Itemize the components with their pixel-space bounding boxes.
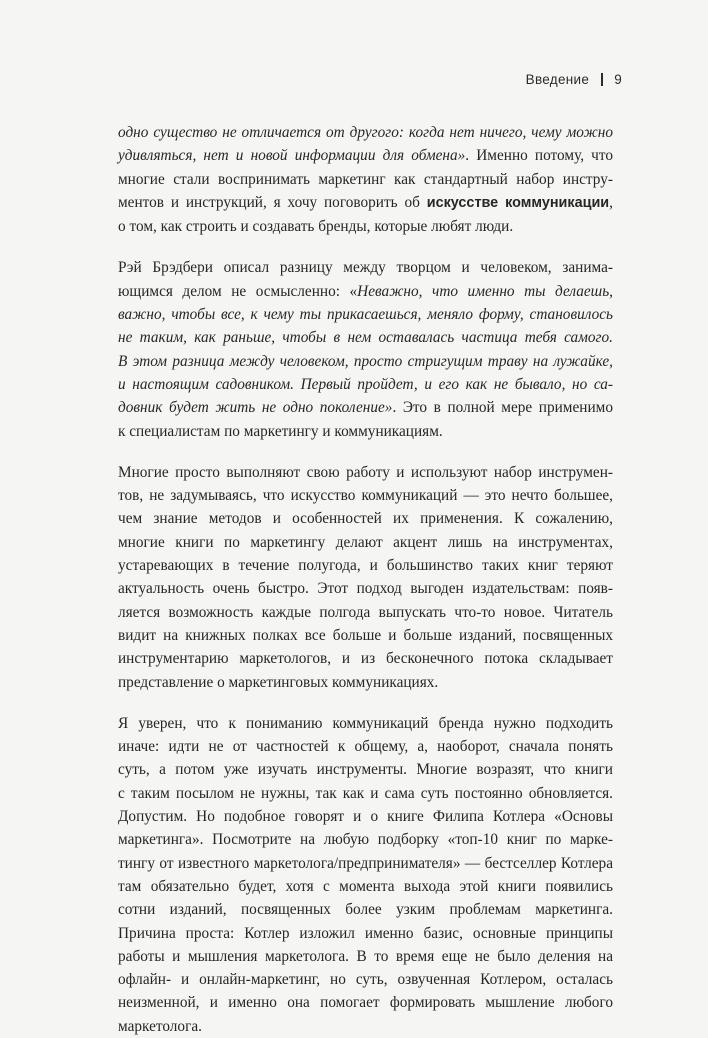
italic-quote: В этом разница между человеком, просто стригущим траву на лужайке, [118, 352, 613, 370]
text-line [118, 805, 613, 828]
text-line [118, 303, 613, 326]
text-run: работы и мышления маркетолога. В то время еще не было деления на [118, 947, 613, 965]
text-run: устаревающих в течение полугода, и большинство таких книг теряют [118, 557, 613, 575]
italic-quote: и настоящим садовником. Первый пройдет, и его как не бывало, но са- [118, 375, 613, 393]
text-run: Я уверен, что к пониманию коммуникаций бренда нужно подходить [118, 714, 613, 732]
text-run: представление о маркетинговых коммуникациях. [118, 673, 439, 691]
paragraph-gap [118, 238, 613, 256]
paragraph [118, 712, 613, 1038]
text-run: маркетинга». Посмотрите на любую подборку «топ-10 книг по марке- [118, 831, 613, 849]
text-run: многие стали воспринимать маркетинг как стандартный набор инстру- [118, 170, 613, 188]
section-title: Введение [525, 72, 590, 87]
text-run: видит на книжных полках все больше и больше изданий, посвященных [118, 626, 613, 644]
text-run: , [609, 193, 613, 211]
text-line [118, 712, 613, 735]
text-run: тингу от известного маркетолога/предпринимателя» — бестселлер Котлера [118, 854, 613, 872]
text-line [118, 215, 613, 238]
bold-term: искусстве коммуникации [426, 194, 610, 211]
text-run: о том, как строить и создавать бренды, которые любят люди. [118, 218, 514, 236]
text-run: Допустим. Но подобное говорят и о книге Филипа Котлера «Основы [118, 808, 613, 826]
text-run: Рэй Брэдбери описал разницу между творцом и человеком, занима- [118, 259, 613, 277]
italic-quote: Неважно, что именно ты делаешь, [357, 282, 614, 300]
text-run: . Именно потому, что [465, 147, 613, 165]
text-line [118, 875, 613, 898]
paragraph [118, 256, 613, 442]
text-line [118, 121, 613, 144]
italic-quote: удивляться, нет и новой информации для обмена» [118, 147, 466, 165]
text-run: ляется возможность каждые полгода выпускать что-то новое. Читатель [118, 603, 613, 621]
paragraph-gap [118, 443, 613, 461]
text-run: маркетолога. [118, 1017, 202, 1035]
text-line [118, 852, 613, 875]
text-line [118, 647, 613, 670]
text-line [118, 991, 613, 1014]
text-run: актуальность очень быстро. Этот подход выгоден издательствам: появ- [118, 580, 613, 598]
text-run: суть, а потом уже изучать инструменты. Многие возразят, что книги [118, 761, 613, 779]
text-line [118, 373, 613, 396]
text-line [118, 624, 613, 647]
text-line [118, 554, 613, 577]
text-run: ющимся делом не осмысленно: « [118, 282, 358, 300]
text-line [118, 671, 613, 694]
text-line [118, 256, 613, 279]
text-line [118, 968, 613, 991]
text-line [118, 1015, 613, 1038]
text-line [118, 758, 613, 781]
text-line [118, 577, 613, 600]
text-line [118, 531, 613, 554]
text-line [118, 461, 613, 484]
text-line [118, 396, 613, 419]
text-run: . Это в полной мере применимо [392, 399, 613, 417]
text-line [118, 735, 613, 758]
text-line [118, 898, 613, 921]
text-run: тов, не задумываясь, что искусство коммуникаций — это нечто большее, [118, 487, 613, 505]
text-run: ментов и инструкций, я хочу поговорить об [118, 193, 427, 211]
text-line [118, 601, 613, 624]
text-run: инструментарию маркетологов, и из бесконечного потока складывает [118, 650, 613, 668]
text-run: чем знание методов и особенностей их применения. К сожалению, [118, 510, 613, 528]
text-line [118, 168, 613, 191]
paragraph [118, 461, 613, 694]
text-line [118, 484, 613, 507]
body-text [118, 121, 613, 1038]
text-line [118, 922, 613, 945]
text-line [118, 350, 613, 373]
paragraph-gap [118, 694, 613, 712]
header-divider [601, 73, 603, 86]
text-run: Многие просто выполняют свою работу и используют набор инструмен- [118, 463, 613, 481]
text-line [118, 280, 613, 303]
italic-quote: довник будет жить не одно поколение» [118, 399, 393, 417]
page-number: 9 [614, 72, 622, 87]
italic-quote: не таким, как раньше, чтобы в нем оставалась частица тебя самого. [118, 329, 613, 347]
text-run: офлайн- и онлайн-маркетинг, но суть, озвученная Котлером, осталась [118, 971, 613, 989]
italic-quote: одно существо не отличается от другого: когда нет ничего, чему можно [118, 124, 613, 141]
running-head [526, 72, 622, 87]
text-line [118, 782, 613, 805]
text-run: иначе: идти не от частностей к общему, а, наоборот, сначала понять [118, 738, 613, 756]
text-run: сотни изданий, посвященных более узким проблемам маркетинга. [118, 901, 613, 919]
text-run: неизменной, и именно она помогает формировать мышление любого [118, 994, 613, 1012]
text-line [118, 828, 613, 851]
text-line [118, 144, 613, 167]
text-run: к специалистам по маркетингу и коммуникациям. [118, 422, 443, 440]
text-run: Причина проста: Котлер изложил именно базис, основные принципы [118, 924, 613, 942]
text-line [118, 326, 613, 349]
text-line [118, 420, 613, 443]
paragraph [118, 121, 613, 238]
text-run: там обязательно будет, хотя с момента выхода этой книги появились [118, 877, 613, 895]
text-line [118, 191, 613, 215]
text-line [118, 945, 613, 968]
text-line [118, 507, 613, 530]
text-run: с таким посылом не нужны, так как и сама суть постоянно обновляется. [118, 784, 613, 802]
italic-quote: важно, чтобы все, к чему ты прикасаешься, меняло форму, становилось [118, 306, 613, 324]
text-run: многие книги по маркетингу делают акцент лишь на инструментах, [118, 533, 613, 551]
